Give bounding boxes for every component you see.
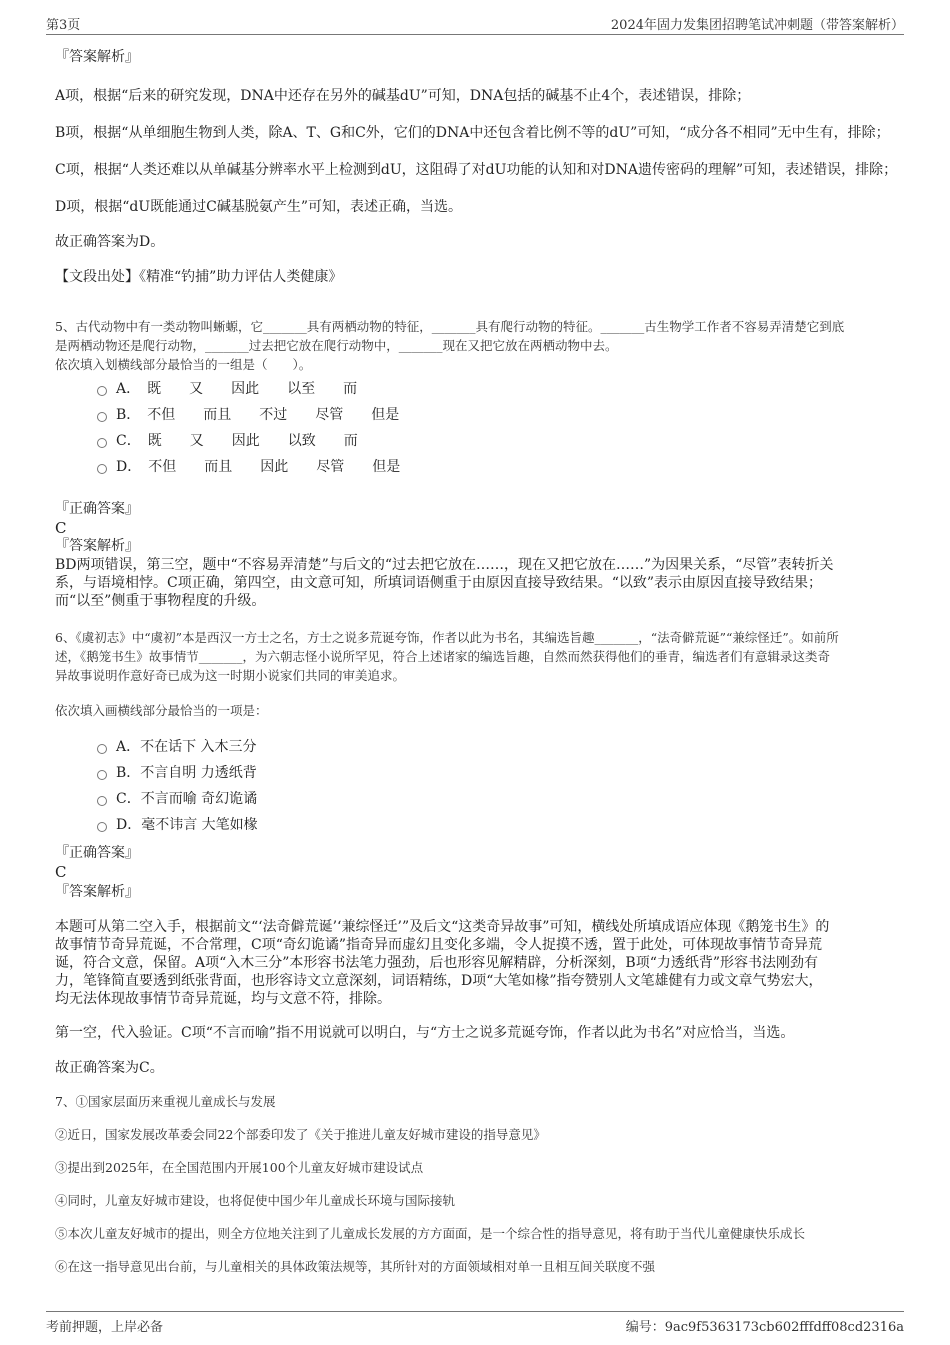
q5-options <box>55 376 900 480</box>
q7-item-3: ③提出到2025年，在全国范围内开展100个儿童友好城市建设试点 <box>55 1160 424 1175</box>
q6-analysis-line2: 故事情节奇异荒诞，不合常理，C项“奇幻诡谲”指奇异而虚幻且变化多端，令人捉摸不透，置于此处，可体现故事情节奇异荒 <box>55 937 823 953</box>
q4-analysis-a: A项，根据“后来的研究发现，DNA中还存在另外的碱基dU”可知，DNA包括的碱基不止4个，表述错误，排除； <box>55 88 751 104</box>
page-header <box>46 14 904 35</box>
q4-analysis-b: B项，根据“从单细胞生物到人类，除A、T、G和C外，它们的DNA中还包含着比例不等的dU”可知，“成分各不相同”无中生有，排除； <box>55 125 890 141</box>
q7-item-1: 7、①国家层面历来重视儿童成长与发展 <box>55 1094 276 1109</box>
q5-analysis-line3: 而“以至”侧重于事物程度的升级。 <box>55 593 266 609</box>
q4-conclusion: 故正确答案为D。 <box>55 234 165 250</box>
q6-conclusion: 故正确答案为C。 <box>55 1060 164 1076</box>
q6-option-a[interactable]: A．不在话下 入木三分 <box>97 734 900 760</box>
radio-icon[interactable] <box>97 464 107 474</box>
q6-analysis-label: 『答案解析』 <box>55 884 139 900</box>
page-number: 第3页 <box>46 18 81 33</box>
q5-stem-line1: 5、古代动物中有一类动物叫蜥螈，它_______具有两栖动物的特征，_______具有爬行动物的特征。_______古生物学工作者不容易弄清楚它到底 <box>55 319 845 334</box>
q6-stem-line2: 述，《鹅笼书生》故事情节_______，为六朝志怪小说所罕见，符合上述诸家的编选旨趣，自然而然获得他们的垂青，编选者们有意辑录这类奇 <box>55 649 831 664</box>
page-content <box>55 40 900 1276</box>
q5-analysis-line1: BD两项错误，第三空，题中“不容易弄清楚”与后文的“过去把它放在……，现在又把它放在……”为因果关系，“尽管”表转折关 <box>55 557 834 573</box>
q6-analysis-line4: 力，笔锋简直要透到纸张背面，也形容诗文立意深刻，词语精练，D项“大笔如椽”指夸赞别人文笔雄健有力或文章气势宏大， <box>55 973 823 989</box>
q5-option-b[interactable]: B． 不但 而且 不过 尽管 但是 <box>97 402 900 428</box>
q4-source: 【文段出处】《精准“钓捕”助力评估人类健康》 <box>55 269 343 285</box>
q6-option-c[interactable]: C．不言而喻 奇幻诡谲 <box>97 786 900 812</box>
q6-stem-line1: 6、《虞初志》中“虞初”本是西汉一方士之名，方士之说多荒诞夸饰，作者以此为书名，其编选旨趣_______，“法奇僻荒诞”“兼综怪迁”。如前所 <box>55 630 839 645</box>
radio-icon[interactable] <box>97 438 107 448</box>
q6-option-b[interactable]: B．不言自明 力透纸背 <box>97 760 900 786</box>
q6-option-d[interactable]: D．毫不讳言 大笔如椽 <box>97 812 900 838</box>
q7-item-4: ④同时，儿童友好城市建设，也将促使中国少年儿童成长环境与国际接轨 <box>55 1193 456 1208</box>
q6-analysis-line1: 本题可从第二空入手，根据前文“‘法奇僻荒诞’‘兼综怪迁’”及后文“这类奇异故事”可知，横线处所填成语应体现《鹅笼书生》的 <box>55 919 830 935</box>
q7-item-2: ②近日，国家发展改革委会同22个部委印发了《关于推进儿童友好城市建设的指导意见》 <box>55 1127 546 1142</box>
q6-prompt: 依次填入画横线部分最恰当的一项是： <box>55 703 268 718</box>
document-title: 2024年固力发集团招聘笔试冲刺题（带答案解析） <box>610 18 904 33</box>
q5-correct-label: 『正确答案』 <box>55 501 139 517</box>
radio-icon[interactable] <box>97 822 107 832</box>
q5-correct-answer: C <box>55 519 67 537</box>
radio-icon[interactable] <box>97 796 107 806</box>
radio-icon[interactable] <box>97 412 107 422</box>
q6-analysis <box>55 918 900 1008</box>
radio-icon[interactable] <box>97 386 107 396</box>
q5-option-c[interactable]: C． 既 又 因此 以致 而 <box>97 428 900 454</box>
q5-analysis-line2: 系，与语境相悖。C项正确，第四空，由文意可知，所填词语侧重于由原因直接导致结果。“以致”表示由原因直接导致结果； <box>55 575 823 591</box>
q6-analysis-blank1: 第一空，代入验证。C项“不言而喻”指不用说就可以明白，与“方士之说多荒诞夸饰，作者以此为书名”对应恰当，当选。 <box>55 1025 795 1041</box>
q4-analysis-c: C项，根据“人类还难以从单碱基分辨率水平上检测到dU，这阻碍了对dU功能的认知和对DNA遗传密码的理解”可知，表述错误，排除； <box>55 162 898 178</box>
radio-icon[interactable] <box>97 744 107 754</box>
q5-prompt: 依次填入划横线部分最恰当的一组是（ ）。 <box>55 357 312 372</box>
q7-item-5: ⑤本次儿童友好城市的提出，则全方位地关注到了儿童成长发展的方方面面，是一个综合性的指导意见，将有助于当代儿童健康快乐成长 <box>55 1226 806 1241</box>
q5-option-d[interactable]: D． 不但 而且 因此 尽管 但是 <box>97 454 900 480</box>
q5-stem-line2: 是两栖动物还是爬行动物，_______过去把它放在爬行动物中，_______现在又把它放在两栖动物中去。 <box>55 338 618 353</box>
q6-stem-line3: 异故事说明作意好奇已成为这一时期小说家们共同的审美追求。 <box>55 668 406 683</box>
radio-icon[interactable] <box>97 770 107 780</box>
footer-slogan: 考前押题，上岸必备 <box>46 1320 164 1335</box>
q4-analysis-d: D项，根据“dU既能通过C碱基脱氨产生”可知，表述正确，当选。 <box>55 199 463 215</box>
q7-item-6: ⑥在这一指导意见出台前，与儿童相关的具体政策法规等，其所针对的方面领域相对单一且相互间关联度不强 <box>55 1259 656 1274</box>
q6-options <box>55 734 900 838</box>
q4-analysis-label: 『答案解析』 <box>55 49 139 65</box>
q6-correct-label: 『正确答案』 <box>55 845 139 861</box>
page-footer <box>46 1311 904 1335</box>
q6-correct-answer: C <box>55 863 67 881</box>
q5-analysis-label: 『答案解析』 <box>55 538 139 554</box>
document-id: 编号：9ac9f5363173cb602fffdff08cd2316a <box>625 1320 904 1335</box>
q6-analysis-line5: 均无法体现故事情节奇异荒诞，均与文意不符，排除。 <box>55 991 391 1007</box>
q6-analysis-line3: 诞，符合文意，保留。A项“入木三分”本形容书法笔力强劲，后也形容见解精辟，分析深刻，B项“力透纸背”形容书法刚劲有 <box>55 955 819 971</box>
q5-option-a[interactable]: A． 既 又 因此 以至 而 <box>97 376 900 402</box>
